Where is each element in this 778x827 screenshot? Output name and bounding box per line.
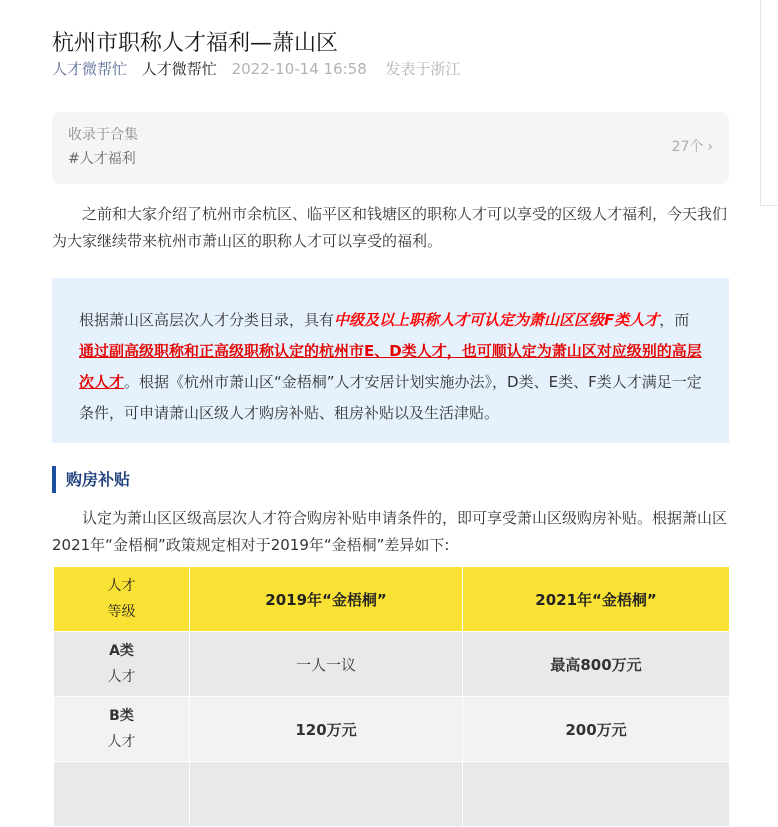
collection-card[interactable] bbox=[52, 112, 729, 184]
table-row bbox=[54, 762, 730, 827]
info-text-3: 。根据《杭州市萧山区“金梧桐”人才安居计划实施办法》，D类、E类、F类人才满足一定条件，可申请萧山区级人才购房补贴、租房补贴以及生活津贴。 bbox=[79, 373, 702, 422]
section-paragraph: 认定为萧山区区级高层次人才符合购房补贴申请条件的，即可享受萧山区级购房补贴。根据萧山区2021年“金梧桐”政策规定相对于2019年“金梧桐”差异如下: bbox=[52, 509, 728, 554]
info-highlight-1: 中级及以上职称人才可认定为萧山区区级F类人才 bbox=[334, 311, 660, 329]
table-row bbox=[54, 632, 730, 697]
header-level-line1: 人才 bbox=[107, 578, 136, 594]
row-2019-value bbox=[190, 762, 463, 827]
publish-datetime: 2022-10-14 16:58 bbox=[231, 60, 367, 78]
account-link[interactable]: 人才微帮忙 bbox=[52, 60, 128, 78]
table-header-row bbox=[54, 567, 730, 632]
row-level bbox=[54, 632, 190, 697]
side-panel-edge bbox=[760, 0, 778, 206]
collection-count-text: 27个 bbox=[671, 139, 704, 155]
row-2019-value: 120万元 bbox=[190, 697, 463, 762]
info-highlight-2: 通过副高级职称和正高级职称认定的杭州市E、D类人才，也可顺认定为萧山区对应级别的高层次人才 bbox=[79, 342, 702, 391]
comparison-table bbox=[53, 566, 730, 827]
row-level bbox=[54, 762, 190, 827]
row-level-line2: 人才 bbox=[107, 734, 136, 750]
row-level-line1: B类 bbox=[109, 708, 134, 724]
intro-paragraph: 之前和大家介绍了杭州市余杭区、临平区和钱塘区的职称人才可以享受的区级人才福利，今天我们为大家继续带来杭州市萧山区的职称人才可以享受的福利。 bbox=[52, 205, 728, 250]
account-name-link[interactable]: 人才微帮忙 bbox=[141, 60, 217, 78]
header-level bbox=[54, 567, 190, 632]
row-2019-value: 一人一议 bbox=[190, 632, 463, 697]
row-level-line2: 人才 bbox=[107, 669, 136, 685]
collection-label: 收录于合集 bbox=[68, 127, 138, 143]
row-2021-value: 最高800万元 bbox=[463, 632, 730, 697]
collection-count[interactable] bbox=[672, 136, 713, 158]
info-text-1: 根据萧山区高层次人才分类目录，具有 bbox=[79, 311, 335, 329]
header-2021: 2021年“金梧桐” bbox=[463, 567, 730, 632]
row-level bbox=[54, 697, 190, 762]
info-box bbox=[52, 278, 729, 443]
section-heading: 购房补贴 bbox=[52, 466, 130, 493]
article-title: 杭州市职称人才福利—萧山区 bbox=[52, 30, 339, 56]
info-paragraph bbox=[79, 305, 703, 429]
article-meta bbox=[52, 58, 461, 80]
header-level-line2: 等级 bbox=[107, 604, 136, 620]
chevron-right-icon: › bbox=[707, 139, 713, 155]
info-text-2: ，而 bbox=[659, 311, 690, 329]
row-2021-value: 200万元 bbox=[463, 697, 730, 762]
header-2019: 2019年“金梧桐” bbox=[190, 567, 463, 632]
row-level-line1: A类 bbox=[109, 643, 134, 659]
publish-location: 发表于浙江 bbox=[385, 60, 461, 78]
table-row bbox=[54, 697, 730, 762]
row-2021-value bbox=[463, 762, 730, 827]
collection-tag[interactable]: #人才福利 bbox=[68, 151, 136, 167]
